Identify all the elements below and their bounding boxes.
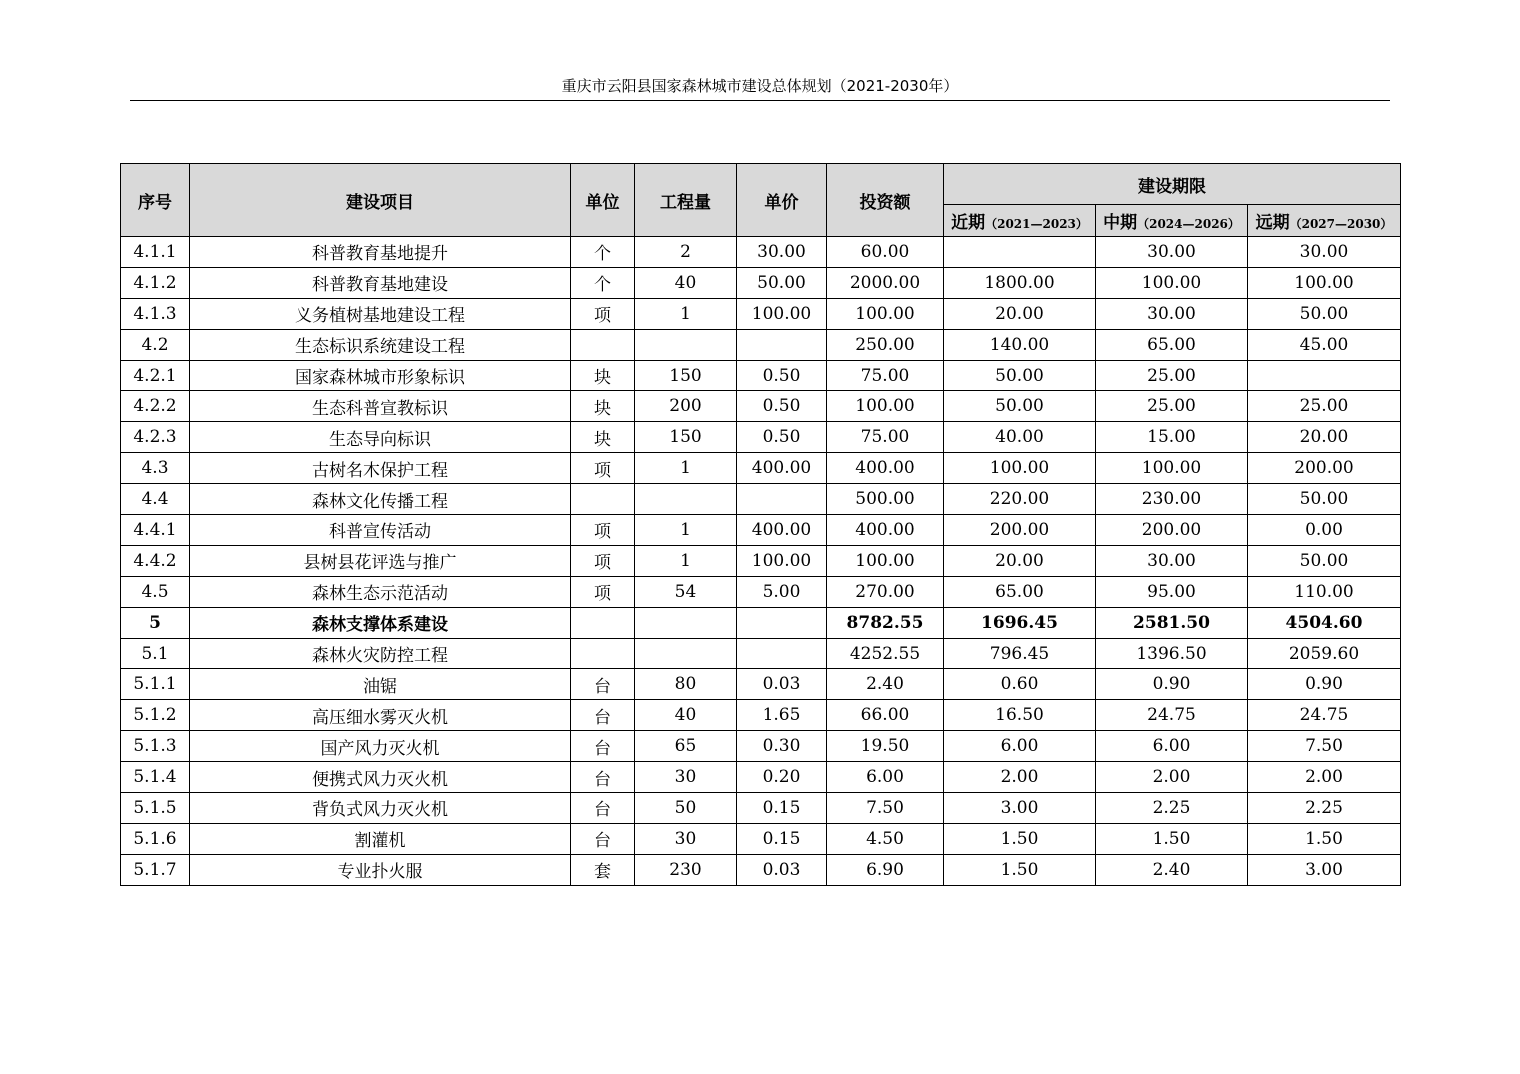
project-cell: 科普教育基地提升: [190, 237, 571, 268]
mid-cell: 1396.50: [1096, 638, 1248, 669]
project-cell: 国家森林城市形象标识: [190, 360, 571, 391]
price-cell: [737, 484, 827, 515]
table-row: [121, 576, 1401, 607]
quantity-cell: 30: [635, 762, 737, 793]
quantity-cell: [635, 329, 737, 360]
price-cell: 0.50: [737, 422, 827, 453]
far-cell: 3.00: [1248, 854, 1401, 885]
mid-cell: 100.00: [1096, 453, 1248, 484]
far-cell: 50.00: [1248, 298, 1401, 329]
unit-cell: 台: [571, 700, 635, 731]
table-header: [121, 164, 1401, 237]
quantity-cell: [635, 638, 737, 669]
investment-cell: 75.00: [827, 422, 944, 453]
unit-cell: 块: [571, 360, 635, 391]
seq-cell: 4.4: [121, 484, 190, 515]
quantity-cell: 150: [635, 360, 737, 391]
far-cell: 50.00: [1248, 484, 1401, 515]
price-cell: 0.30: [737, 731, 827, 762]
near-cell: 6.00: [944, 731, 1096, 762]
seq-cell: 4.3: [121, 453, 190, 484]
near-cell: 140.00: [944, 329, 1096, 360]
unit-cell: 台: [571, 762, 635, 793]
project-cell: 专业扑火服: [190, 854, 571, 885]
near-cell: 3.00: [944, 793, 1096, 824]
quantity-cell: 150: [635, 422, 737, 453]
seq-cell: 5.1: [121, 638, 190, 669]
far-cell: 20.00: [1248, 422, 1401, 453]
price-cell: 400.00: [737, 453, 827, 484]
table-row: [121, 515, 1401, 546]
mid-cell: 200.00: [1096, 515, 1248, 546]
far-cell: 45.00: [1248, 329, 1401, 360]
seq-cell: 4.5: [121, 576, 190, 607]
far-cell: 100.00: [1248, 267, 1401, 298]
investment-cell: 250.00: [827, 329, 944, 360]
project-cell: 割灌机: [190, 823, 571, 854]
near-cell: 50.00: [944, 360, 1096, 391]
near-cell: 16.50: [944, 700, 1096, 731]
header-price: 单价: [737, 164, 827, 237]
seq-cell: 5: [121, 607, 190, 638]
header-quantity: 工程量: [635, 164, 737, 237]
investment-cell: 100.00: [827, 545, 944, 576]
far-cell: 0.90: [1248, 669, 1401, 700]
quantity-cell: 40: [635, 700, 737, 731]
seq-cell: 4.4.1: [121, 515, 190, 546]
price-cell: 0.15: [737, 823, 827, 854]
investment-cell: 4.50: [827, 823, 944, 854]
table-row: [121, 607, 1401, 638]
project-cell: 县树县花评选与推广: [190, 545, 571, 576]
mid-cell: 25.00: [1096, 360, 1248, 391]
near-cell: 65.00: [944, 576, 1096, 607]
unit-cell: [571, 607, 635, 638]
quantity-cell: [635, 607, 737, 638]
near-cell: 1696.45: [944, 607, 1096, 638]
seq-cell: 4.4.2: [121, 545, 190, 576]
quantity-cell: [635, 484, 737, 515]
unit-cell: 项: [571, 545, 635, 576]
mid-cell: 15.00: [1096, 422, 1248, 453]
mid-cell: 1.50: [1096, 823, 1248, 854]
price-cell: 100.00: [737, 298, 827, 329]
quantity-cell: 1: [635, 515, 737, 546]
investment-cell: 75.00: [827, 360, 944, 391]
header-mid-years: （2024—2026）: [1137, 217, 1240, 231]
table-row: [121, 453, 1401, 484]
seq-cell: 5.1.7: [121, 854, 190, 885]
investment-cell: 60.00: [827, 237, 944, 268]
far-cell: 200.00: [1248, 453, 1401, 484]
project-cell: 森林火灾防控工程: [190, 638, 571, 669]
project-cell: 古树名木保护工程: [190, 453, 571, 484]
project-cell: 生态导向标识: [190, 422, 571, 453]
table-row: [121, 793, 1401, 824]
table-row: [121, 484, 1401, 515]
near-cell: 1800.00: [944, 267, 1096, 298]
table-row: [121, 237, 1401, 268]
mid-cell: 30.00: [1096, 298, 1248, 329]
quantity-cell: 50: [635, 793, 737, 824]
price-cell: 1.65: [737, 700, 827, 731]
investment-cell: 6.90: [827, 854, 944, 885]
unit-cell: [571, 638, 635, 669]
mid-cell: 30.00: [1096, 237, 1248, 268]
project-cell: 森林支撑体系建设: [190, 607, 571, 638]
near-cell: 0.60: [944, 669, 1096, 700]
unit-cell: 台: [571, 731, 635, 762]
investment-cell: 7.50: [827, 793, 944, 824]
table-row: [121, 360, 1401, 391]
investment-table: [120, 163, 1401, 886]
unit-cell: 项: [571, 298, 635, 329]
seq-cell: 5.1.3: [121, 731, 190, 762]
project-cell: 背负式风力灭火机: [190, 793, 571, 824]
price-cell: 400.00: [737, 515, 827, 546]
quantity-cell: 230: [635, 854, 737, 885]
quantity-cell: 65: [635, 731, 737, 762]
table-row: [121, 854, 1401, 885]
far-cell: 2.00: [1248, 762, 1401, 793]
investment-cell: 6.00: [827, 762, 944, 793]
quantity-cell: 1: [635, 453, 737, 484]
header-near-label: 近期: [951, 213, 986, 233]
table-row: [121, 545, 1401, 576]
unit-cell: 项: [571, 515, 635, 546]
table-row: [121, 669, 1401, 700]
mid-cell: 24.75: [1096, 700, 1248, 731]
unit-cell: 个: [571, 237, 635, 268]
near-cell: 50.00: [944, 391, 1096, 422]
table-row: [121, 298, 1401, 329]
project-cell: 生态科普宣教标识: [190, 391, 571, 422]
seq-cell: 5.1.6: [121, 823, 190, 854]
project-cell: 油锯: [190, 669, 571, 700]
unit-cell: 台: [571, 669, 635, 700]
header-unit: 单位: [571, 164, 635, 237]
price-cell: 0.03: [737, 854, 827, 885]
project-cell: 森林文化传播工程: [190, 484, 571, 515]
investment-cell: 4252.55: [827, 638, 944, 669]
quantity-cell: 80: [635, 669, 737, 700]
unit-cell: 台: [571, 823, 635, 854]
far-cell: 2.25: [1248, 793, 1401, 824]
unit-cell: [571, 484, 635, 515]
header-investment: 投资额: [827, 164, 944, 237]
price-cell: 0.03: [737, 669, 827, 700]
table-row: [121, 267, 1401, 298]
far-cell: 25.00: [1248, 391, 1401, 422]
investment-cell: 2000.00: [827, 267, 944, 298]
header-period: 建设期限: [944, 164, 1401, 205]
mid-cell: 100.00: [1096, 267, 1248, 298]
price-cell: 5.00: [737, 576, 827, 607]
price-cell: [737, 329, 827, 360]
mid-cell: 2.00: [1096, 762, 1248, 793]
mid-cell: 25.00: [1096, 391, 1248, 422]
far-cell: 50.00: [1248, 545, 1401, 576]
header-far: [1248, 205, 1401, 237]
table-row: [121, 823, 1401, 854]
investment-cell: 270.00: [827, 576, 944, 607]
near-cell: 100.00: [944, 453, 1096, 484]
project-cell: 生态标识系统建设工程: [190, 329, 571, 360]
unit-cell: 块: [571, 422, 635, 453]
near-cell: 200.00: [944, 515, 1096, 546]
mid-cell: 0.90: [1096, 669, 1248, 700]
quantity-cell: 1: [635, 298, 737, 329]
far-cell: [1248, 360, 1401, 391]
investment-cell: 400.00: [827, 453, 944, 484]
far-cell: 0.00: [1248, 515, 1401, 546]
price-cell: 0.50: [737, 391, 827, 422]
investment-cell: 2.40: [827, 669, 944, 700]
seq-cell: 4.2.1: [121, 360, 190, 391]
seq-cell: 5.1.4: [121, 762, 190, 793]
table-row: [121, 422, 1401, 453]
investment-cell: 100.00: [827, 298, 944, 329]
near-cell: 796.45: [944, 638, 1096, 669]
project-cell: 森林生态示范活动: [190, 576, 571, 607]
price-cell: 0.20: [737, 762, 827, 793]
document-title: 重庆市云阳县国家森林城市建设总体规划（2021-2030年）: [561, 77, 959, 95]
far-cell: 7.50: [1248, 731, 1401, 762]
seq-cell: 4.1.2: [121, 267, 190, 298]
unit-cell: 台: [571, 793, 635, 824]
header-far-years: （2027—2030）: [1289, 217, 1393, 231]
mid-cell: 2581.50: [1096, 607, 1248, 638]
quantity-cell: 200: [635, 391, 737, 422]
seq-cell: 5.1.5: [121, 793, 190, 824]
mid-cell: 30.00: [1096, 545, 1248, 576]
far-cell: 2059.60: [1248, 638, 1401, 669]
price-cell: 50.00: [737, 267, 827, 298]
mid-cell: 95.00: [1096, 576, 1248, 607]
seq-cell: 4.1.3: [121, 298, 190, 329]
table-row: [121, 638, 1401, 669]
header-mid-label: 中期: [1103, 213, 1138, 233]
quantity-cell: 2: [635, 237, 737, 268]
seq-cell: 4.1.1: [121, 237, 190, 268]
near-cell: 1.50: [944, 823, 1096, 854]
price-cell: 100.00: [737, 545, 827, 576]
table-row: [121, 762, 1401, 793]
quantity-cell: 40: [635, 267, 737, 298]
investment-cell: 8782.55: [827, 607, 944, 638]
table-body: [121, 237, 1401, 886]
project-cell: 科普宣传活动: [190, 515, 571, 546]
investment-cell: 400.00: [827, 515, 944, 546]
seq-cell: 4.2.3: [121, 422, 190, 453]
near-cell: 20.00: [944, 298, 1096, 329]
table-row: [121, 700, 1401, 731]
table-row: [121, 391, 1401, 422]
unit-cell: 套: [571, 854, 635, 885]
mid-cell: 2.40: [1096, 854, 1248, 885]
header-near-years: （2021—2023）: [985, 217, 1088, 231]
quantity-cell: 30: [635, 823, 737, 854]
header-project: 建设项目: [190, 164, 571, 237]
near-cell: 2.00: [944, 762, 1096, 793]
mid-cell: 6.00: [1096, 731, 1248, 762]
unit-cell: [571, 329, 635, 360]
investment-cell: 100.00: [827, 391, 944, 422]
investment-cell: 500.00: [827, 484, 944, 515]
table-row: [121, 329, 1401, 360]
header-far-label: 远期: [1255, 213, 1290, 233]
investment-cell: 19.50: [827, 731, 944, 762]
seq-cell: 5.1.1: [121, 669, 190, 700]
near-cell: 20.00: [944, 545, 1096, 576]
near-cell: [944, 237, 1096, 268]
price-cell: [737, 607, 827, 638]
seq-cell: 5.1.2: [121, 700, 190, 731]
far-cell: 1.50: [1248, 823, 1401, 854]
quantity-cell: 1: [635, 545, 737, 576]
unit-cell: 个: [571, 267, 635, 298]
price-cell: [737, 638, 827, 669]
investment-cell: 66.00: [827, 700, 944, 731]
near-cell: 40.00: [944, 422, 1096, 453]
near-cell: 1.50: [944, 854, 1096, 885]
project-cell: 国产风力灭火机: [190, 731, 571, 762]
mid-cell: 2.25: [1096, 793, 1248, 824]
unit-cell: 项: [571, 576, 635, 607]
seq-cell: 4.2.2: [121, 391, 190, 422]
price-cell: 0.15: [737, 793, 827, 824]
project-cell: 义务植树基地建设工程: [190, 298, 571, 329]
header-seq: 序号: [121, 164, 190, 237]
header-near: [944, 205, 1096, 237]
mid-cell: 230.00: [1096, 484, 1248, 515]
unit-cell: 块: [571, 391, 635, 422]
header-mid: [1096, 205, 1248, 237]
near-cell: 220.00: [944, 484, 1096, 515]
price-cell: 30.00: [737, 237, 827, 268]
seq-cell: 4.2: [121, 329, 190, 360]
far-cell: 4504.60: [1248, 607, 1401, 638]
quantity-cell: 54: [635, 576, 737, 607]
far-cell: 110.00: [1248, 576, 1401, 607]
page-header: [130, 74, 1390, 101]
far-cell: 24.75: [1248, 700, 1401, 731]
project-cell: 便携式风力灭火机: [190, 762, 571, 793]
project-cell: 科普教育基地建设: [190, 267, 571, 298]
unit-cell: 项: [571, 453, 635, 484]
project-cell: 高压细水雾灭火机: [190, 700, 571, 731]
price-cell: 0.50: [737, 360, 827, 391]
mid-cell: 65.00: [1096, 329, 1248, 360]
table-row: [121, 731, 1401, 762]
far-cell: 30.00: [1248, 237, 1401, 268]
